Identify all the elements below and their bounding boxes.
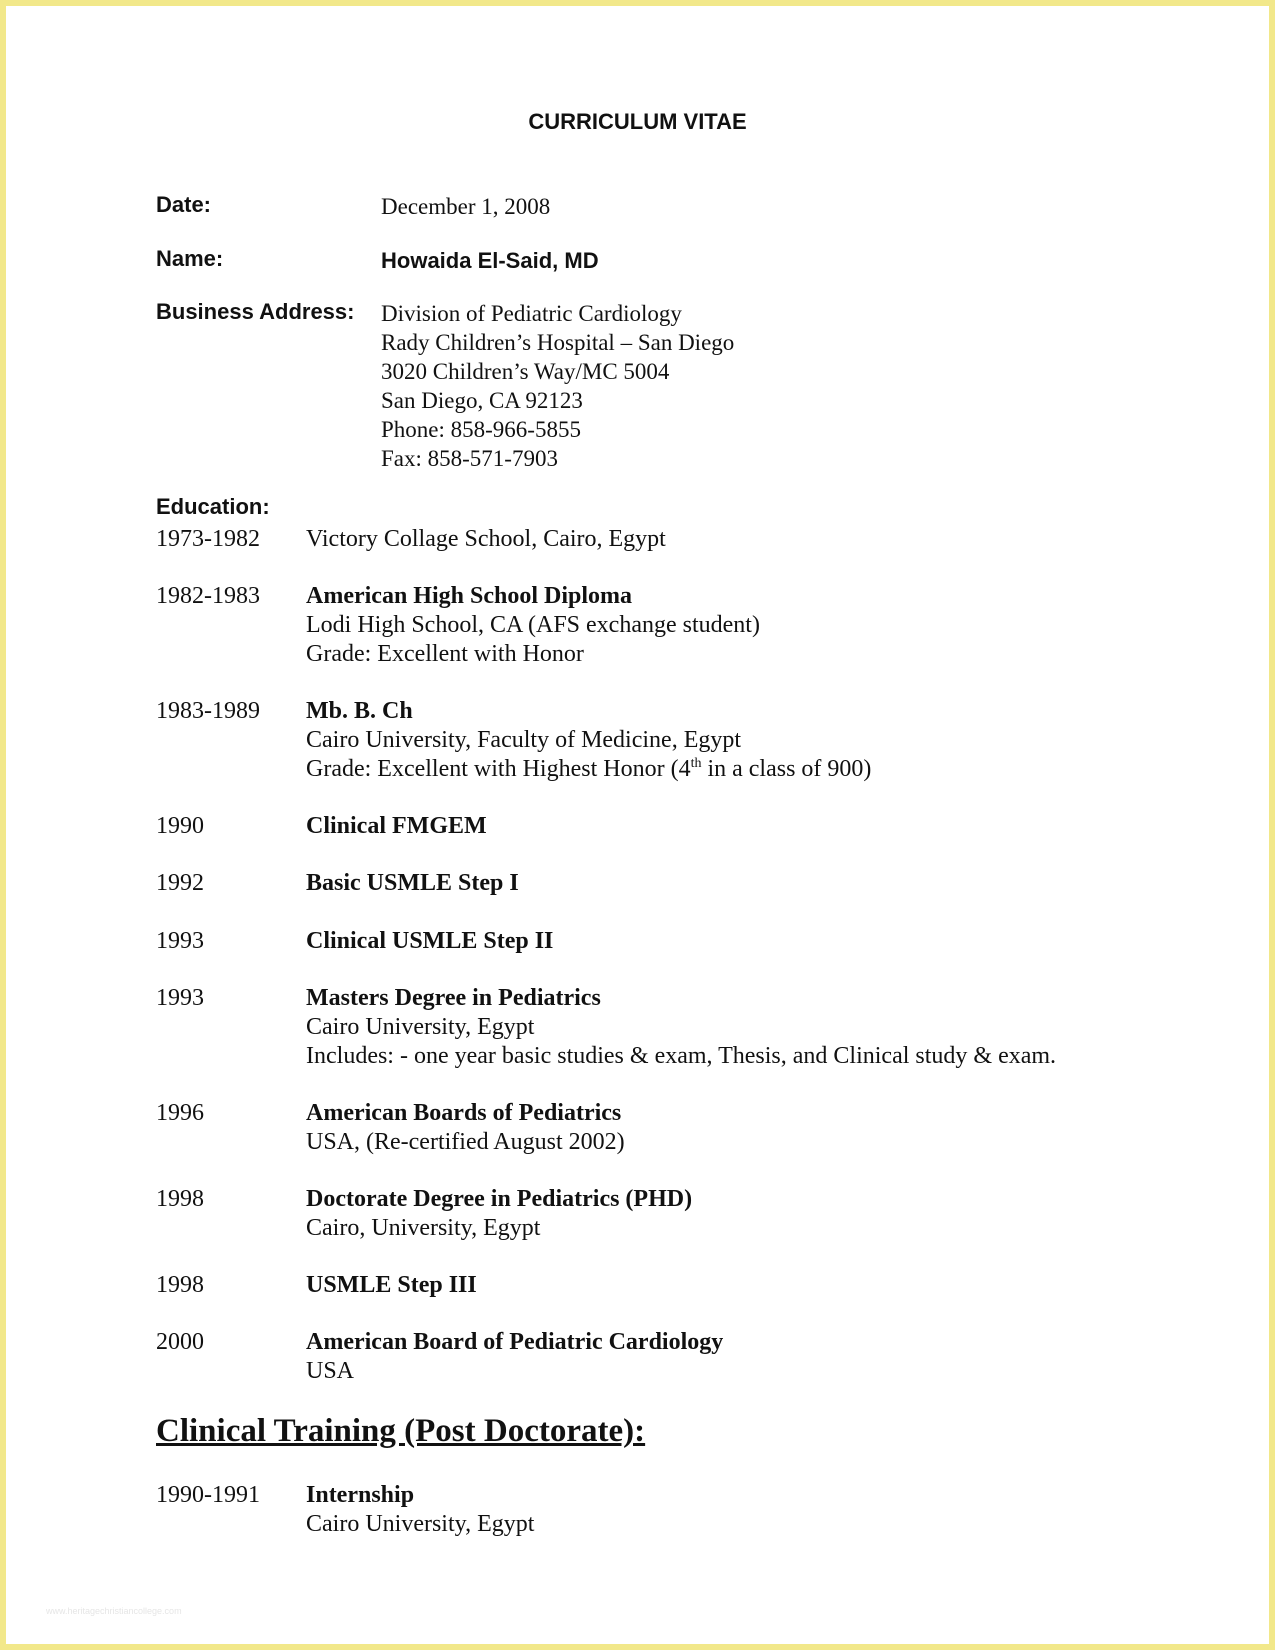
address-line: Phone: 858-966-5855 xyxy=(381,417,581,442)
address-line: Rady Children’s Hospital – San Diego xyxy=(381,330,735,355)
entry-year: 1990-1991 xyxy=(156,1482,260,1508)
entry-line: Cairo University, Egypt xyxy=(306,1014,535,1040)
entry-line: Cairo, University, Egypt xyxy=(306,1215,541,1241)
address-label: Business Address: xyxy=(156,299,355,324)
address-line: 3020 Children’s Way/MC 5004 xyxy=(381,359,670,384)
document-title: CURRICULUM VITAE xyxy=(528,109,747,134)
address-line: Division of Pediatric Cardiology xyxy=(381,301,682,326)
entry-title: USMLE Step III xyxy=(306,1272,477,1298)
entry-year: 1996 xyxy=(156,1100,204,1126)
address-line: Fax: 858-571-7903 xyxy=(381,446,558,471)
date-label: Date: xyxy=(156,192,212,217)
address-block xyxy=(381,299,734,473)
watermark: www.heritagechristiancollege.com xyxy=(46,1606,182,1616)
entry-title: Mb. B. Ch xyxy=(306,698,413,724)
entry-line: USA xyxy=(306,1358,355,1384)
entry-line: Victory Collage School, Cairo, Egypt xyxy=(306,526,666,552)
entry-title: Basic USMLE Step I xyxy=(306,870,519,896)
entry-title: Clinical FMGEM xyxy=(306,813,487,839)
entry-title: Clinical USMLE Step II xyxy=(306,928,554,954)
entry-year: 1983-1989 xyxy=(156,698,260,724)
entry-year: 1990 xyxy=(156,813,204,839)
entry-grade: Grade: Excellent with Highest Honor (4th in a class of 900) xyxy=(306,756,872,782)
entry-title: American High School Diploma xyxy=(306,583,633,609)
entry-line: USA, (Re-certified August 2002) xyxy=(306,1129,625,1155)
entry-title: Internship xyxy=(306,1482,415,1508)
entry-year: 1993 xyxy=(156,985,204,1011)
entry-year: 1993 xyxy=(156,928,204,954)
entry-title: Doctorate Degree in Pediatrics (PHD) xyxy=(306,1186,693,1212)
entry-line: Lodi High School, CA (AFS exchange student) xyxy=(306,612,760,638)
education-heading: Education: xyxy=(156,494,270,519)
entry-line: Cairo University, Faculty of Medicine, Egypt xyxy=(306,727,742,753)
entry-year: 1992 xyxy=(156,870,204,896)
entry-year: 1998 xyxy=(156,1186,204,1212)
entry-line: Grade: Excellent with Honor xyxy=(306,641,584,667)
entry-title: American Boards of Pediatrics xyxy=(306,1100,622,1126)
date-value: December 1, 2008 xyxy=(381,194,551,219)
entry-title: American Board of Pediatric Cardiology xyxy=(306,1329,724,1355)
name-label: Name: xyxy=(156,246,224,271)
entry-year: 1973-1982 xyxy=(156,526,260,552)
entry-year: 1998 xyxy=(156,1272,204,1298)
entry-year: 1982-1983 xyxy=(156,583,260,609)
entry-line: Includes: - one year basic studies & exam, Thesis, and Clinical study & exam. xyxy=(306,1043,1057,1069)
entry-title: Masters Degree in Pediatrics xyxy=(306,985,601,1011)
entry-year: 2000 xyxy=(156,1329,204,1355)
entry-line: Cairo University, Egypt xyxy=(306,1511,535,1537)
name-value: Howaida El-Said, MD xyxy=(381,248,599,273)
clinical-training-heading: Clinical Training (Post Doctorate): xyxy=(156,1413,646,1449)
address-line: San Diego, CA 92123 xyxy=(381,388,583,413)
